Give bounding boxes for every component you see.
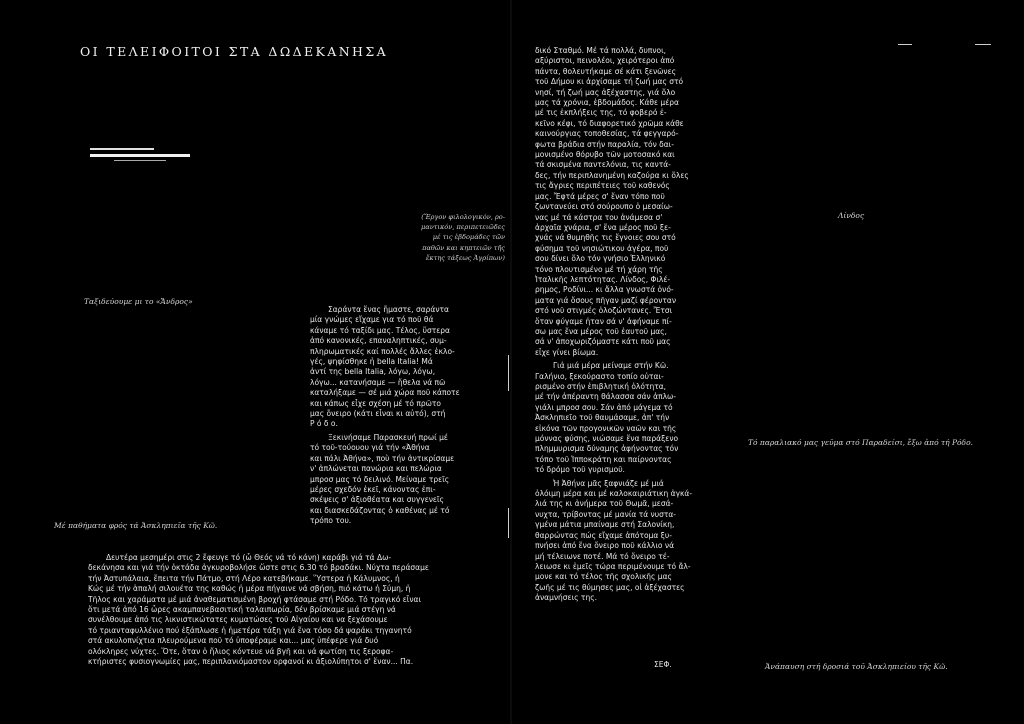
text-line: γές, ψηφίσθηκε ἡ bella Italia! Μά (310, 357, 433, 367)
caption-asklepieio: Μέ παθήματα φρός τά Ἀσκληπιεῖα τῆς Κῶ. (54, 521, 218, 530)
text-line: πνήσει ἀπό ἕνα ὄνειρο ποῦ κάλλιο νά (535, 541, 675, 551)
text-line: ἀπό κανονικές, επαναληπτικές, συμ- (310, 336, 447, 346)
caption-ship: Ταξιδεύουμε μι το «Ἄνδρος» (84, 297, 193, 306)
text-line: νυχτα, τρίβοντας μέ μανία τά νυστα- (535, 509, 676, 519)
print-mark (898, 44, 912, 45)
text-line: ὅτι μετά ἀπό 16 ὧρες ακαμπανεβασιτική ταλαιπωρία, δέν βρίσκαμε μιά στέγη νά (88, 605, 396, 615)
text-line: ζωῆς μέ τις θύμησες μας, οἱ ἀξέχαστες (535, 582, 685, 592)
text-line: μονε και τό τέλος τῆς σχολικῆς μας (535, 572, 672, 582)
text-line: δεκάνησα και γιά τήν ὀκτάδα ἀγκυροβολήσε ὥστε στις 6.30 τό βραδάκι. Νύχτα περάσαμε (88, 563, 429, 573)
text-line: σκέψεις σ' ἀξιοθέατα και συγγενεῖς (310, 495, 444, 505)
bottom-paragraph (88, 553, 500, 667)
text-line: εἶχε γίνει βίωμα. (535, 347, 599, 357)
text-line: ἀναμνήσεις της. (535, 593, 597, 603)
text-line: κτήριστες φυσιογνωμίες μας, περιπλανιόμαστον ορφανοί κι ἀξιολύπητοι σ' ἕναν... Πα. (88, 657, 414, 667)
caption-lindos: Λίνδος (838, 211, 865, 220)
text-line: θαρρώντας πώς εἴχαμε ἀπότομα ξυ- (535, 530, 672, 540)
text-line: μπροσ μας τό δειλινό. Μείναμε τρεῖς (310, 474, 450, 484)
text-line: χνάς νά θυμηθῆς τις ἔγνοιες σου στό (535, 233, 676, 243)
text-line: τό τριανταφυλλένιο πού ἐξάπλωσε ἡ ἡμετέρα τάξη γιά ἕνα τόσο δά ψαράκι τηγανητό (88, 625, 412, 635)
text-line: Ἰταλικῆς λεπτότητας. Λίνδος, Φιλέ- (535, 274, 671, 284)
article-title: ΟΙ ΤΕΛΕΙΦΟΙΤΟΙ ΣΤΑ ΔΩΔΕΚΑΝΗΣΑ (80, 44, 389, 59)
caption-rhodes-meal: Τό παραλιακό μας γεῦμα στό Παραδείσι, ἔξω ἀπό τή Ρόδο. (748, 438, 973, 447)
text-line: μας ὄνειρο (κάτι εἶναι κι αὐτό), στή (310, 409, 446, 419)
text-line: πληρωματικές καί πολλές ἄλλες ἐκλο- (310, 346, 455, 356)
text-line: τρόπο του. (310, 516, 352, 526)
text-line: κεῖνο κέφι, τό διαφορετικό χρῶμα κάθε (535, 118, 684, 128)
text-line: Τῆλος και χαράματα μέ μιά ἀναθεματισμένη βροχή φτάσαμε στή Ρόδο. Τό τραγικό εἶναι (88, 594, 422, 604)
text-line: φωτα βράδια στήν παραλία, τόν δαι- (535, 139, 674, 149)
rule-graphic (90, 148, 190, 164)
text-line: τις ἄγριες περιπέτειες τοῦ καθενός (535, 181, 670, 191)
text-line: στό νοῦ στιγμές ὁλοζώντανες. Ἔτσι (535, 306, 673, 316)
text-line: μέ τήν ἀπέραντη θάλασσα σάν ἀπλω- (535, 392, 677, 402)
text-line: πλημμυρισμα δύναμης ἀφήνοντας τόν (535, 444, 679, 454)
text-line: Κώς μέ τήν ἁπαλή σιλουέτα της καθώς ἡ μέρα πήγαινε νά σβήση, πιό κάτω ἡ Σύμη, ἡ (88, 584, 411, 594)
gutter-mark (508, 355, 509, 391)
text-line: αξύριστοι, πεινολέοι, χειρότεροι ἀπό (535, 56, 675, 66)
text-line: μονισμένο θόρυβο τῶν μοτοσακό και (535, 150, 675, 160)
text-line: τοῦ Δήμου κι ἀρχίσαμε τή ζωή μας στό (535, 77, 684, 87)
text-line: και πάλι Ἀθήνα», ποὺ τήν ἀντικρίσαμε (310, 453, 455, 463)
text-line: εἰκόνα τῶν προγονικῶν ναῶν και τῆς (535, 423, 677, 433)
text-line: Γαλήνιο, ξεκούραστο τοπίο οὐται- (535, 371, 664, 381)
text-line: λόγω... κατανήσαμε — ἤθελα νά πῶ (310, 377, 446, 387)
text-line: σά ν' ἀποχωριζόμαστε κάτι ποῦ μας (535, 337, 671, 347)
text-line: ζωντανεύει στό σούρουπο ὁ μεσαίω- (535, 202, 673, 212)
text-line: ρημος, Ροδίνι... κι ἄλλα γνωστά ὀνό- (535, 285, 674, 295)
text-line: γμένα μάτια μπαίναμε στή Σαλονίκη, (535, 520, 675, 530)
epigraph-line: ἕκτης τάξεως Ἀγρίπων) (425, 253, 505, 262)
signature: ΣΕΦ. (654, 660, 672, 669)
text-line: τόνο πλουτισμένο μέ τή χάρη τῆς (535, 264, 663, 274)
text-line: νησί, τή ζωή μας ἀξέχαστης, γιά ὅλο (535, 87, 676, 97)
text-line: λιά της κι ἀνήμερα τοῦ Θωμᾶ, μεσά- (535, 499, 674, 509)
gutter-mark (508, 508, 509, 538)
text-line: μέρες σχεδόν ἐκεῖ, κάνοντας ἐπι- (310, 484, 436, 494)
text-line: γιάλι μπροσ σου. Σάν ἀπό μάγεμα τό (535, 402, 673, 412)
text-line: Ἡ Ἀθήνα μᾶς ξαφνιάζε μέ μιά (553, 478, 664, 488)
text-line: Ἀσκληπιεῖο τοῦ θαυμάσαμε, ἀπ' τήν (535, 413, 670, 423)
text-line: σω μας ἕνα μέρος τοῦ ἑαυτοῦ μας, (535, 326, 667, 336)
epigraph-line: παθῶν και κηπτειῶν τῆς (422, 243, 505, 252)
text-line: ματα γιά ὅσους πῆγαν μαζί φέρονταν (535, 295, 677, 305)
text-line: καταλήξαμε — σέ μιά χώρα ποῦ κάποτε (310, 388, 460, 398)
left-column (310, 305, 502, 527)
text-line: σου δίνει ὅλο τόν γνήσιο Ἑλληνικό (535, 254, 666, 264)
epigraph-line: (Ἔργον φιλολογικόν, ρο- (421, 213, 505, 221)
rule-line (90, 154, 190, 157)
text-line: Σαράντα ἕνας ἤμαστε, σαράντα (328, 305, 450, 314)
text-line: ὁλόιμη μέρα και μέ καλοκαιριάτικη ἀγκά- (535, 489, 693, 499)
text-line: νας μέ τά κάστρα του ἀνάμεσα σ' (535, 212, 663, 222)
text-line: τό δρόμο τοῦ γυρισμοῦ. (535, 465, 625, 475)
text-line: κάναμε τό ταξίδι μας. Τέλος, ὕστερα (310, 325, 450, 335)
print-mark (975, 44, 991, 45)
text-line: μας. Ἔφτά μέρες σ' ἕναν τόπο ποῦ (535, 191, 665, 201)
text-line: και κάπως εἶχε σχέση μέ τό πρῶτο (310, 398, 441, 408)
text-line: δες, τήν περιπλανημένη καζούρα κι ὅλες (535, 170, 689, 180)
text-line: δικό Σταθμό. Μέ τά πολλά, δυπνοι, (535, 46, 667, 55)
text-line: ὅταν φύγαμε ἦταν σά ν' ἀφήναμε πί- (535, 316, 672, 326)
text-line: συνέλθουμε ἀπό τις λικνιστικώτατες κυματώσες τοῦ Αἰγαίου και να ξεχάσουμε (88, 615, 388, 625)
text-line: λειωσε κι ἐμεῖς τώρα περιμένουμε τό ἄλ- (535, 561, 691, 571)
text-line: καινούργιας τοποθεσίας, τά φεγγαρό- (535, 129, 679, 139)
text-line: ν' ἀπλώνεται πανώρια και πελώρια (310, 464, 442, 474)
text-line: στά ακυλοπνίχτια πλευρούμενα ποῦ τό ὑποφέραμε και... μας ὑπέφερε γιά δυό (88, 636, 379, 646)
text-line: Ξεκινήσαμε Παρασκευή πρωί μέ (328, 432, 448, 442)
text-line: μή τέλειωνε ποτέ. Μά τό ὄνειρο τέ- (535, 551, 670, 561)
text-line: τήν Ἀστυπάλαια, ἔπειτα τήν Πάτμο, στή Λέρο κατεβήκαμε. Ὕστερα ἡ Κάλυμνος, ἡ (88, 573, 400, 583)
epigraph-line: μέ τις ἐβδομάδες τῶν (432, 233, 505, 242)
text-line: τά σκισμένα παντελόνια, τις καντά- (535, 160, 671, 170)
text-line: ἀρχαῖα χνάρια, σ' ἕνα μέρος ποῦ ξε- (535, 222, 671, 232)
text-line: μας τά χρόνια, ἑβδομάδος. Κάθε μέρα (535, 98, 679, 108)
right-column (535, 46, 725, 604)
text-line: φύσημα τοῦ νησιώτικου ἀγέρα, ποῦ (535, 243, 669, 253)
text-line: τό τοῦ-τούουου γιά τήν «Ἀθήνα (310, 443, 430, 453)
text-line: Γιά μιά μέρα μείναμε στήν Κῶ. (553, 361, 669, 371)
caption-asklepieio-rest: Ἀνάπαυση στή δροσιά τοῦ Ἀσκληπιείου τῆς Κῶ. (765, 662, 948, 671)
text-line: Ρ ό δ ο. (310, 419, 338, 429)
text-line: μέ τις ἐκπλήξεις της, τό φοβερό ἐ- (535, 108, 667, 118)
text-line: ἀντί της bella Italia, λόγω, λόγω, (310, 367, 436, 377)
text-line: Δευτέρα μεσημέρι στις 2 ἔφευγε τό (ὦ Θεός νά τό κάνη) καράβι γιά τά Δω- (106, 553, 392, 562)
text-line: μόννας φύσης, νιώσαμε ἕνα παράξενο (535, 434, 679, 444)
text-line: ολόκληρες νύχτες. Ὅτε, ὅταν ὁ ἥλιος κόντευε νά βγῆ και νά φωτίση τις ξεροφα- (88, 646, 394, 656)
text-line: ρισμένο στήν ἐπιβλητική ὁλότητα, (535, 382, 667, 391)
epigraph-line: μαντικόν, περιπετειῶδες (420, 223, 505, 232)
text-line: μία γνώμες εἴχαμε για τό ποῦ θά (310, 315, 434, 325)
epigraph (355, 212, 505, 263)
rule-line (114, 160, 166, 161)
rule-line (90, 148, 154, 150)
text-line: πάντα, θολευτήκαμε σέ κάτι ξενῶνες (535, 66, 677, 76)
text-line: τόπο τοῦ Ἱπποκράτη και παίρνοντας (535, 454, 672, 464)
text-line: και διασκεδάζοντας ὁ καθένας μέ τό (310, 505, 450, 515)
